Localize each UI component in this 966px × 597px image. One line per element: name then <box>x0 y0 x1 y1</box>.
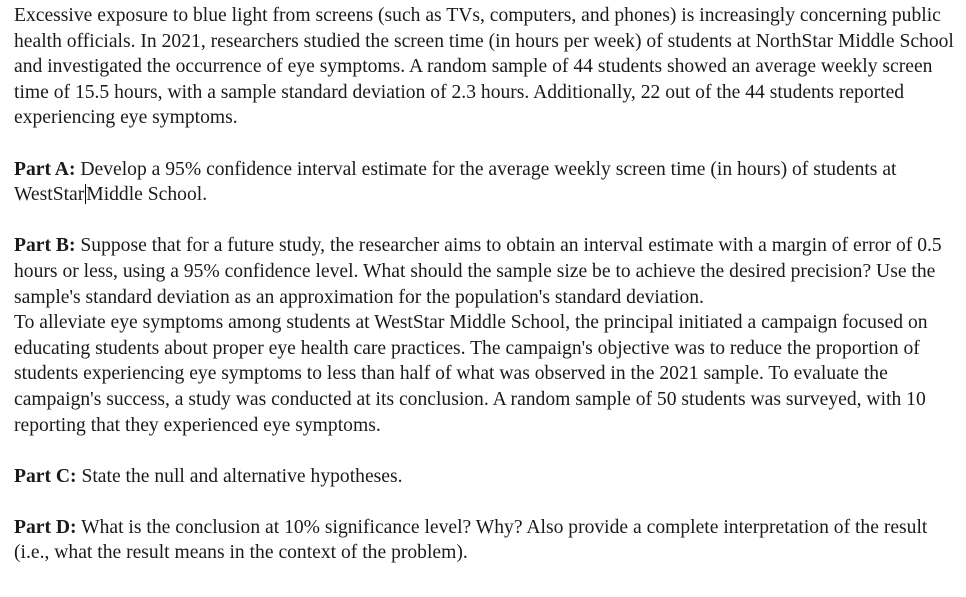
part-d-paragraph <box>14 515 958 566</box>
intro-paragraph: Excessive exposure to blue light from screens (such as TVs, computers, and phones) is increasingly concerning public health officials. In 2021, researchers studied the screen time (in hours per week) of students at NorthStar Middle School and investigated the occurrence of eye symptoms. A random sample of 44 students showed an average weekly screen time of 15.5 hours, with a sample standard deviation of 2.3 hours. Additionally, 22 out of the 44 students reported experiencing eye symptoms. <box>14 5 954 129</box>
part-a-label: Part A: <box>14 158 76 180</box>
paragraph-spacer <box>14 438 958 464</box>
part-c-paragraph <box>14 464 958 490</box>
campaign-paragraph: To alleviate eye symptoms among students at WestStar Middle School, the principal initiated a campaign focused on educating students about proper eye health care practices. The campaign's objective was to reduce the proportion of students experiencing eye symptoms to less than half of what was observed in the 2021 sample. To evaluate the campaign's success, a study was conducted at its conclusion. A random sample of 50 students was surveyed, with 10 reporting that they experienced eye symptoms. <box>14 312 928 436</box>
paragraph-spacer <box>14 208 958 234</box>
part-b-text: Suppose that for a future study, the researcher aims to obtain an interval estimate with a margin of error of 0.5 hours or less, using a 95% confidence level. What should the sample size be to achieve the desired precision? Use the sample's standard deviation as an approximation for the population's standard deviation. <box>14 235 942 308</box>
part-c-label: Part C: <box>14 465 77 487</box>
part-a-text: Develop a 95% confidence interval estimate for the average weekly screen time (in hours) of students at WestStar <box>14 158 897 206</box>
paragraph-spacer <box>14 131 958 157</box>
part-a-paragraph <box>14 157 958 208</box>
paragraph-spacer <box>14 489 958 515</box>
part-b-label: Part B: <box>14 235 76 257</box>
part-c-text: State the null and alternative hypotheses. <box>76 465 403 487</box>
document-body <box>14 3 958 566</box>
part-d-text: What is the conclusion at 10% significance level? Why? Also provide a complete interpretation of the result (i.e., what the result means in the context of the problem). <box>14 516 928 564</box>
part-d-label: Part D: <box>14 516 77 538</box>
part-a-text-end: Middle School. <box>86 184 208 206</box>
part-b-paragraph <box>14 233 958 310</box>
